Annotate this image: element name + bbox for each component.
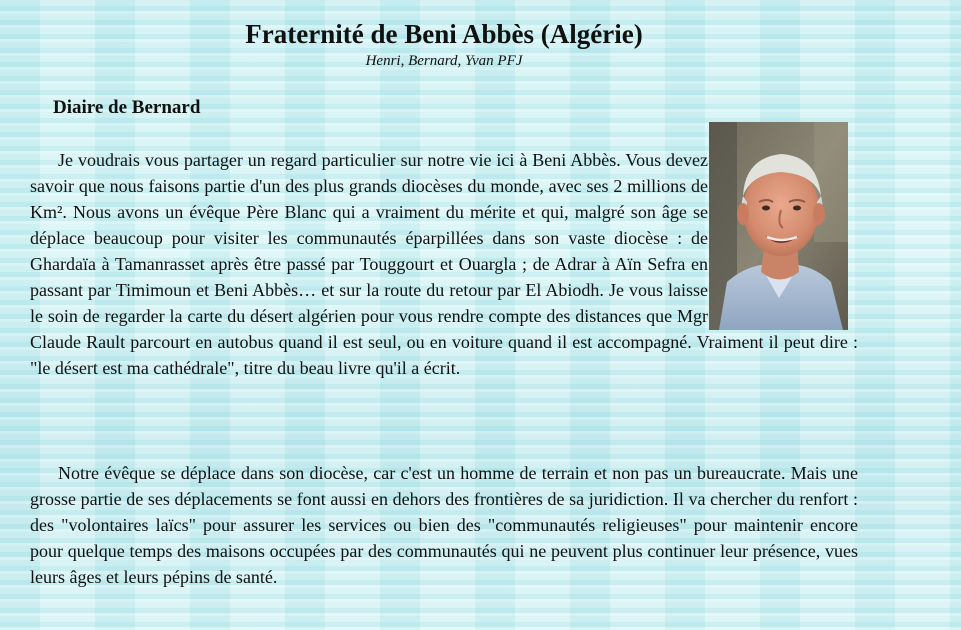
photo-spacer — [708, 147, 858, 328]
paragraph-1 — [30, 147, 858, 381]
authors-line: Henri, Bernard, Yvan PFJ — [365, 53, 523, 69]
paragraph-2: Notre évêque se déplace dans son diocèse, car c'est un homme de terrain et non pas un bureaucrate. Mais une grosse partie de ses déplacements se font aussi en dehors des frontières de sa juridiction. Il va chercher du renfort : des "volontaires laïcs" pour assurer les services ou bien des "communautés religieuses" pour maintenir encore pour quelque temps des maisons occupées par des communautés qui ne peuvent plus continuer leur présence, vues leurs âges et leurs pépins de santé. — [30, 463, 858, 587]
section-heading: Diaire de Bernard — [53, 97, 201, 118]
page-title: Fraternité de Beni Abbès (Algérie) — [245, 19, 643, 49]
paragraph-1-text: Je voudrais vous partager un regard particulier sur notre vie ici à Beni Abbès. Vous devez savoir que nous faisons partie d'un des plus grands diocèses du monde, avec ses 2 millions de Km². Nous avons un évêque Père Blanc qui a vraiment du mérite et qui, malgré son âge se déplace beaucoup pour visiter les communautés éparpillées dans son vaste diocèse : de Ghardaïa à Tamanrasset après être passé par Touggourt et Ouargla ; de Adrar à Aïn Sefra en passant par Timimoun et Beni Abbès… et sur la route du retour par El Abiodh. Je vous laisse le soin de regarder la carte du désert algérien pour vous rendre compte des distances que Mgr Claude Rault parcourt en autobus quand il est seul, ou en voiture quand il est accompagné. Vraiment il peut dire : "le désert est ma cathédrale", titre du beau livre qu'il a écrit. — [30, 150, 858, 378]
